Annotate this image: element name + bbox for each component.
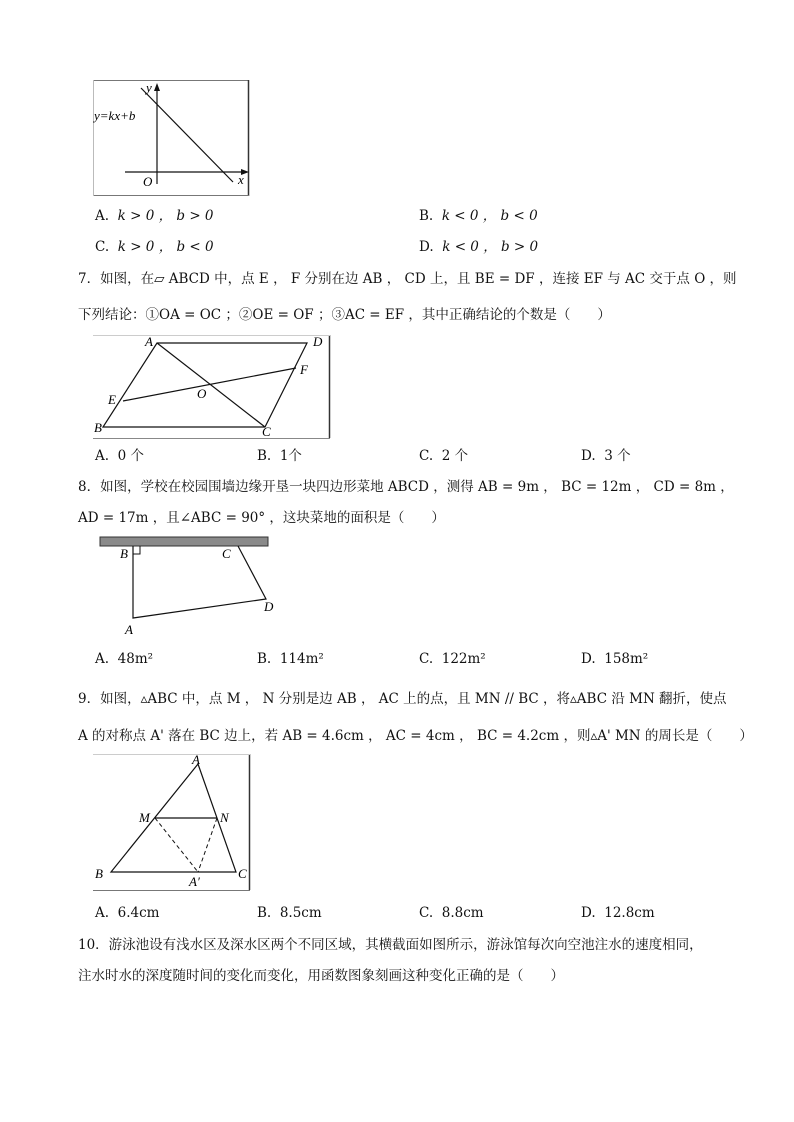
q9-figure <box>93 754 253 892</box>
segment-ef <box>123 368 296 401</box>
point-a-label: A <box>125 622 133 637</box>
q8-option-c[interactable]: C. 122m² <box>419 651 486 667</box>
point-b-label: B <box>120 546 128 561</box>
q6-option-d[interactable]: D. k < 0 ， b > 0 <box>419 239 539 255</box>
q7-option-c[interactable]: C. 2 个 <box>419 448 469 464</box>
point-a-prime-label: A′ <box>189 874 200 889</box>
point-e-label: E <box>108 392 116 407</box>
y-axis-label: y <box>146 80 152 95</box>
q7-stem-line1: 7．如图，在▱ ABCD 中，点 E ， F 分别在边 AB ， CD 上，且 BE = DF ，连接 EF 与 AC 交于点 O ，则 <box>78 271 737 287</box>
q6-graph <box>93 80 253 198</box>
q10-stem-line2: 注水时水的深度随时间的变化而变化，用函数图象刻画这种变化正确的是（ ） <box>78 968 564 984</box>
point-a-label: A <box>192 754 200 767</box>
point-b-label: B <box>94 420 102 435</box>
q8-stem-line2: AD = 17m ，且∠ABC = 90° ，这块菜地的面积是（ ） <box>78 510 445 526</box>
point-c-label: C <box>238 866 247 881</box>
function-line <box>141 88 233 182</box>
point-o-label: O <box>197 386 207 401</box>
point-c-label: C <box>222 546 231 561</box>
segment-ac <box>157 343 265 427</box>
q6-option-a[interactable]: A. k > 0 ， b > 0 <box>95 208 214 224</box>
quadrilateral-abcd <box>133 546 266 618</box>
q8-stem-line1: 8．如图，学校在校园围墙边缘开垦一块四边形菜地 ABCD ，测得 AB = 9m ， BC = 12m ， CD = 8m ， <box>78 479 734 495</box>
q9-stem-line1: 9．如图，▵ABC 中，点 M ， N 分别是边 AB ， AC 上的点，且 MN // BC ，将▵ABC 沿 MN 翻折，使点 <box>78 691 727 707</box>
q9-option-c[interactable]: C. 8.8cm <box>419 905 484 921</box>
point-d-label: D <box>313 335 323 349</box>
x-axis-label: x <box>238 172 244 187</box>
line-label: y=kx+b <box>94 108 136 123</box>
q8-option-b[interactable]: B. 114m² <box>257 651 324 667</box>
q7-figure <box>93 335 331 439</box>
q7-stem-line2: 下列结论：①OA = OC ；②OE = OF ；③AC = EF ，其中正确结论的个数是（ ） <box>78 307 611 323</box>
q6-option-b[interactable]: B. k < 0 ， b < 0 <box>419 208 538 224</box>
q7-option-d[interactable]: D. 3 个 <box>581 448 631 464</box>
q9-option-a[interactable]: A. 6.4cm <box>95 905 160 921</box>
point-b-label: B <box>95 866 103 881</box>
q9-option-b[interactable]: B. 8.5cm <box>257 905 322 921</box>
q7-option-a[interactable]: A. 0 个 <box>95 448 145 464</box>
segment-na-prime <box>198 818 217 872</box>
point-d-label: D <box>264 599 274 614</box>
q8-option-a[interactable]: A. 48m² <box>95 651 154 667</box>
point-c-label: C <box>262 424 271 439</box>
point-n-label: N <box>220 810 229 825</box>
q8-option-d[interactable]: D. 158m² <box>581 651 649 667</box>
wall <box>100 537 268 546</box>
origin-label: O <box>143 174 153 189</box>
point-f-label: F <box>300 362 308 377</box>
q9-stem-line2: A 的对称点 A' 落在 BC 边上，若 AB = 4.6cm ， AC = 4cm ， BC = 4.2cm ，则▵A' MN 的周长是（ ） <box>78 728 753 744</box>
q9-option-d[interactable]: D. 12.8cm <box>581 905 655 921</box>
point-m-label: M <box>139 810 150 825</box>
q7-option-b[interactable]: B. 1个 <box>257 448 302 464</box>
point-a-label: A <box>145 335 153 349</box>
segment-ma-prime <box>155 818 198 872</box>
q10-stem-line1: 10．游泳池设有浅水区及深水区两个不同区域，其横截面如图所示，游泳馆每次向空池注水的速度相同， <box>78 937 703 953</box>
q6-option-c[interactable]: C. k > 0 ， b < 0 <box>95 239 214 255</box>
q8-figure <box>96 534 276 640</box>
